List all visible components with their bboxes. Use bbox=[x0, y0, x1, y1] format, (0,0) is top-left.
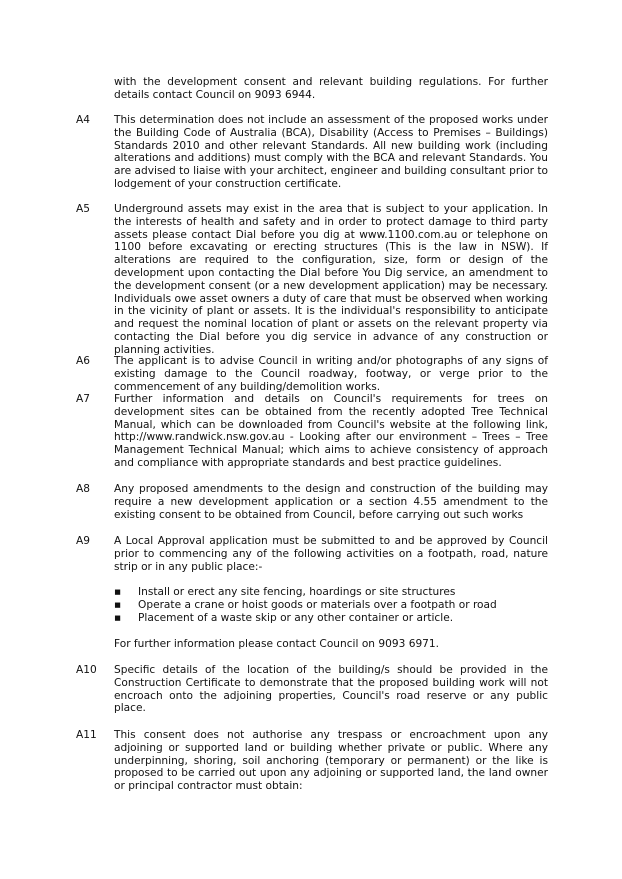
clause-number: A7 bbox=[76, 393, 90, 405]
bullet-icon: ▪ bbox=[114, 586, 122, 598]
clause-number: A10 bbox=[76, 664, 97, 676]
list-item bbox=[114, 599, 548, 612]
clause-text: This determination does not include an assessment of the proposed works under the Building Code of Australia (BCA), Disability (Access to Premises – Buildings) Standards 2010 and other relevant Standards. All new building work (including alterations and additions) must comply with the BCA and relevant Standards. You are advised to liaise with your architect, engineer and building consultant prior to lodgement of your construction certificate. bbox=[114, 114, 548, 190]
clause-a7 bbox=[76, 393, 548, 470]
list-item-text: Operate a crane or hoist goods or materials over a footpath or road bbox=[138, 598, 497, 611]
list-item bbox=[114, 612, 548, 625]
clause-text: This consent does not authorise any trespass or encroachment upon any adjoining or supported land or building whether private or public. Where any underpinning, shoring, soil anchoring (temporary or permanent) or the like is proposed to be carried out upon any adjoining or supported land, the land owner or principal contractor must obtain: bbox=[114, 729, 548, 793]
clause-a5 bbox=[76, 203, 548, 357]
clause-a4 bbox=[76, 114, 548, 191]
activity-list bbox=[114, 586, 548, 624]
clause-number: A5 bbox=[76, 203, 90, 215]
clause-a9-footer: For further information please contact Council on 9093 6971. bbox=[114, 638, 440, 650]
clause-a8 bbox=[76, 483, 548, 521]
clause-number: A8 bbox=[76, 483, 90, 495]
clause-text: A Local Approval application must be submitted to and be approved by Council prior to commencing any of the following activities on a footpath, road, nature strip or in any public place:- bbox=[114, 535, 548, 573]
clause-a11 bbox=[76, 729, 548, 793]
clause-text: Specific details of the location of the building/s should be provided in the Construction Certificate to demonstrate that the proposed building work will not encroach onto the adjoining properties, Council's road reserve or any public place. bbox=[114, 664, 548, 715]
clause-text: Any proposed amendments to the design and construction of the building may require a new development application or a section 4.55 amendment to the existing consent to be obtained from Council, before carrying out such works bbox=[114, 483, 548, 521]
list-item-text: Placement of a waste skip or any other container or article. bbox=[138, 611, 454, 624]
clause-text: Further information and details on Council's requirements for trees on development sites can be obtained from the recently adopted Tree Technical Manual, which can be downloaded from Council's website at the following link, http://www.randwick.nsw.gov.au - Looking after our environment – Trees – Tree Management Technical Manual; which aims to achieve consistency of approach and compliance with appropriate standards and best practice guidelines. bbox=[114, 393, 548, 469]
intro-paragraph: with the development consent and relevant building regulations. For further details contact Council on 9093 6944. bbox=[114, 76, 548, 101]
clause-text: Underground assets may exist in the area that is subject to your application. In the interests of health and safety and in order to protect damage to third party assets please contact Dial before you dig at www.1100.com.au or telephone on 1100 before excavating or erecting structures (This is the law in NSW). If alterations are required to the configuration, size, form or design of the development upon contacting the Dial before You Dig service, an amendment to the development consent (or a new development application) may be necessary. Individuals owe asset owners a duty of care that must be observed when working in the vicinity of plant or assets. It is the individual's responsibility to anticipate and request the nominal location of plant or assets on the relevant property via contacting the Dial before you dig service in advance of any construction or planning activities. bbox=[114, 203, 548, 356]
clause-a10 bbox=[76, 664, 548, 715]
clause-number: A4 bbox=[76, 114, 90, 126]
list-item bbox=[114, 586, 548, 599]
list-item-text: Install or erect any site fencing, hoardings or site structures bbox=[138, 586, 456, 598]
clause-number: A11 bbox=[76, 729, 97, 741]
bullet-icon: ▪ bbox=[114, 611, 122, 624]
clause-number: A9 bbox=[76, 535, 90, 547]
clause-number: A6 bbox=[76, 355, 90, 367]
clause-text: The applicant is to advise Council in writing and/or photographs of any signs of existing damage to the Council roadway, footway, or verge prior to the commencement of any building/demolition works. bbox=[114, 355, 548, 393]
clause-a9 bbox=[76, 535, 548, 573]
clause-a6 bbox=[76, 355, 548, 393]
bullet-icon: ▪ bbox=[114, 598, 122, 611]
